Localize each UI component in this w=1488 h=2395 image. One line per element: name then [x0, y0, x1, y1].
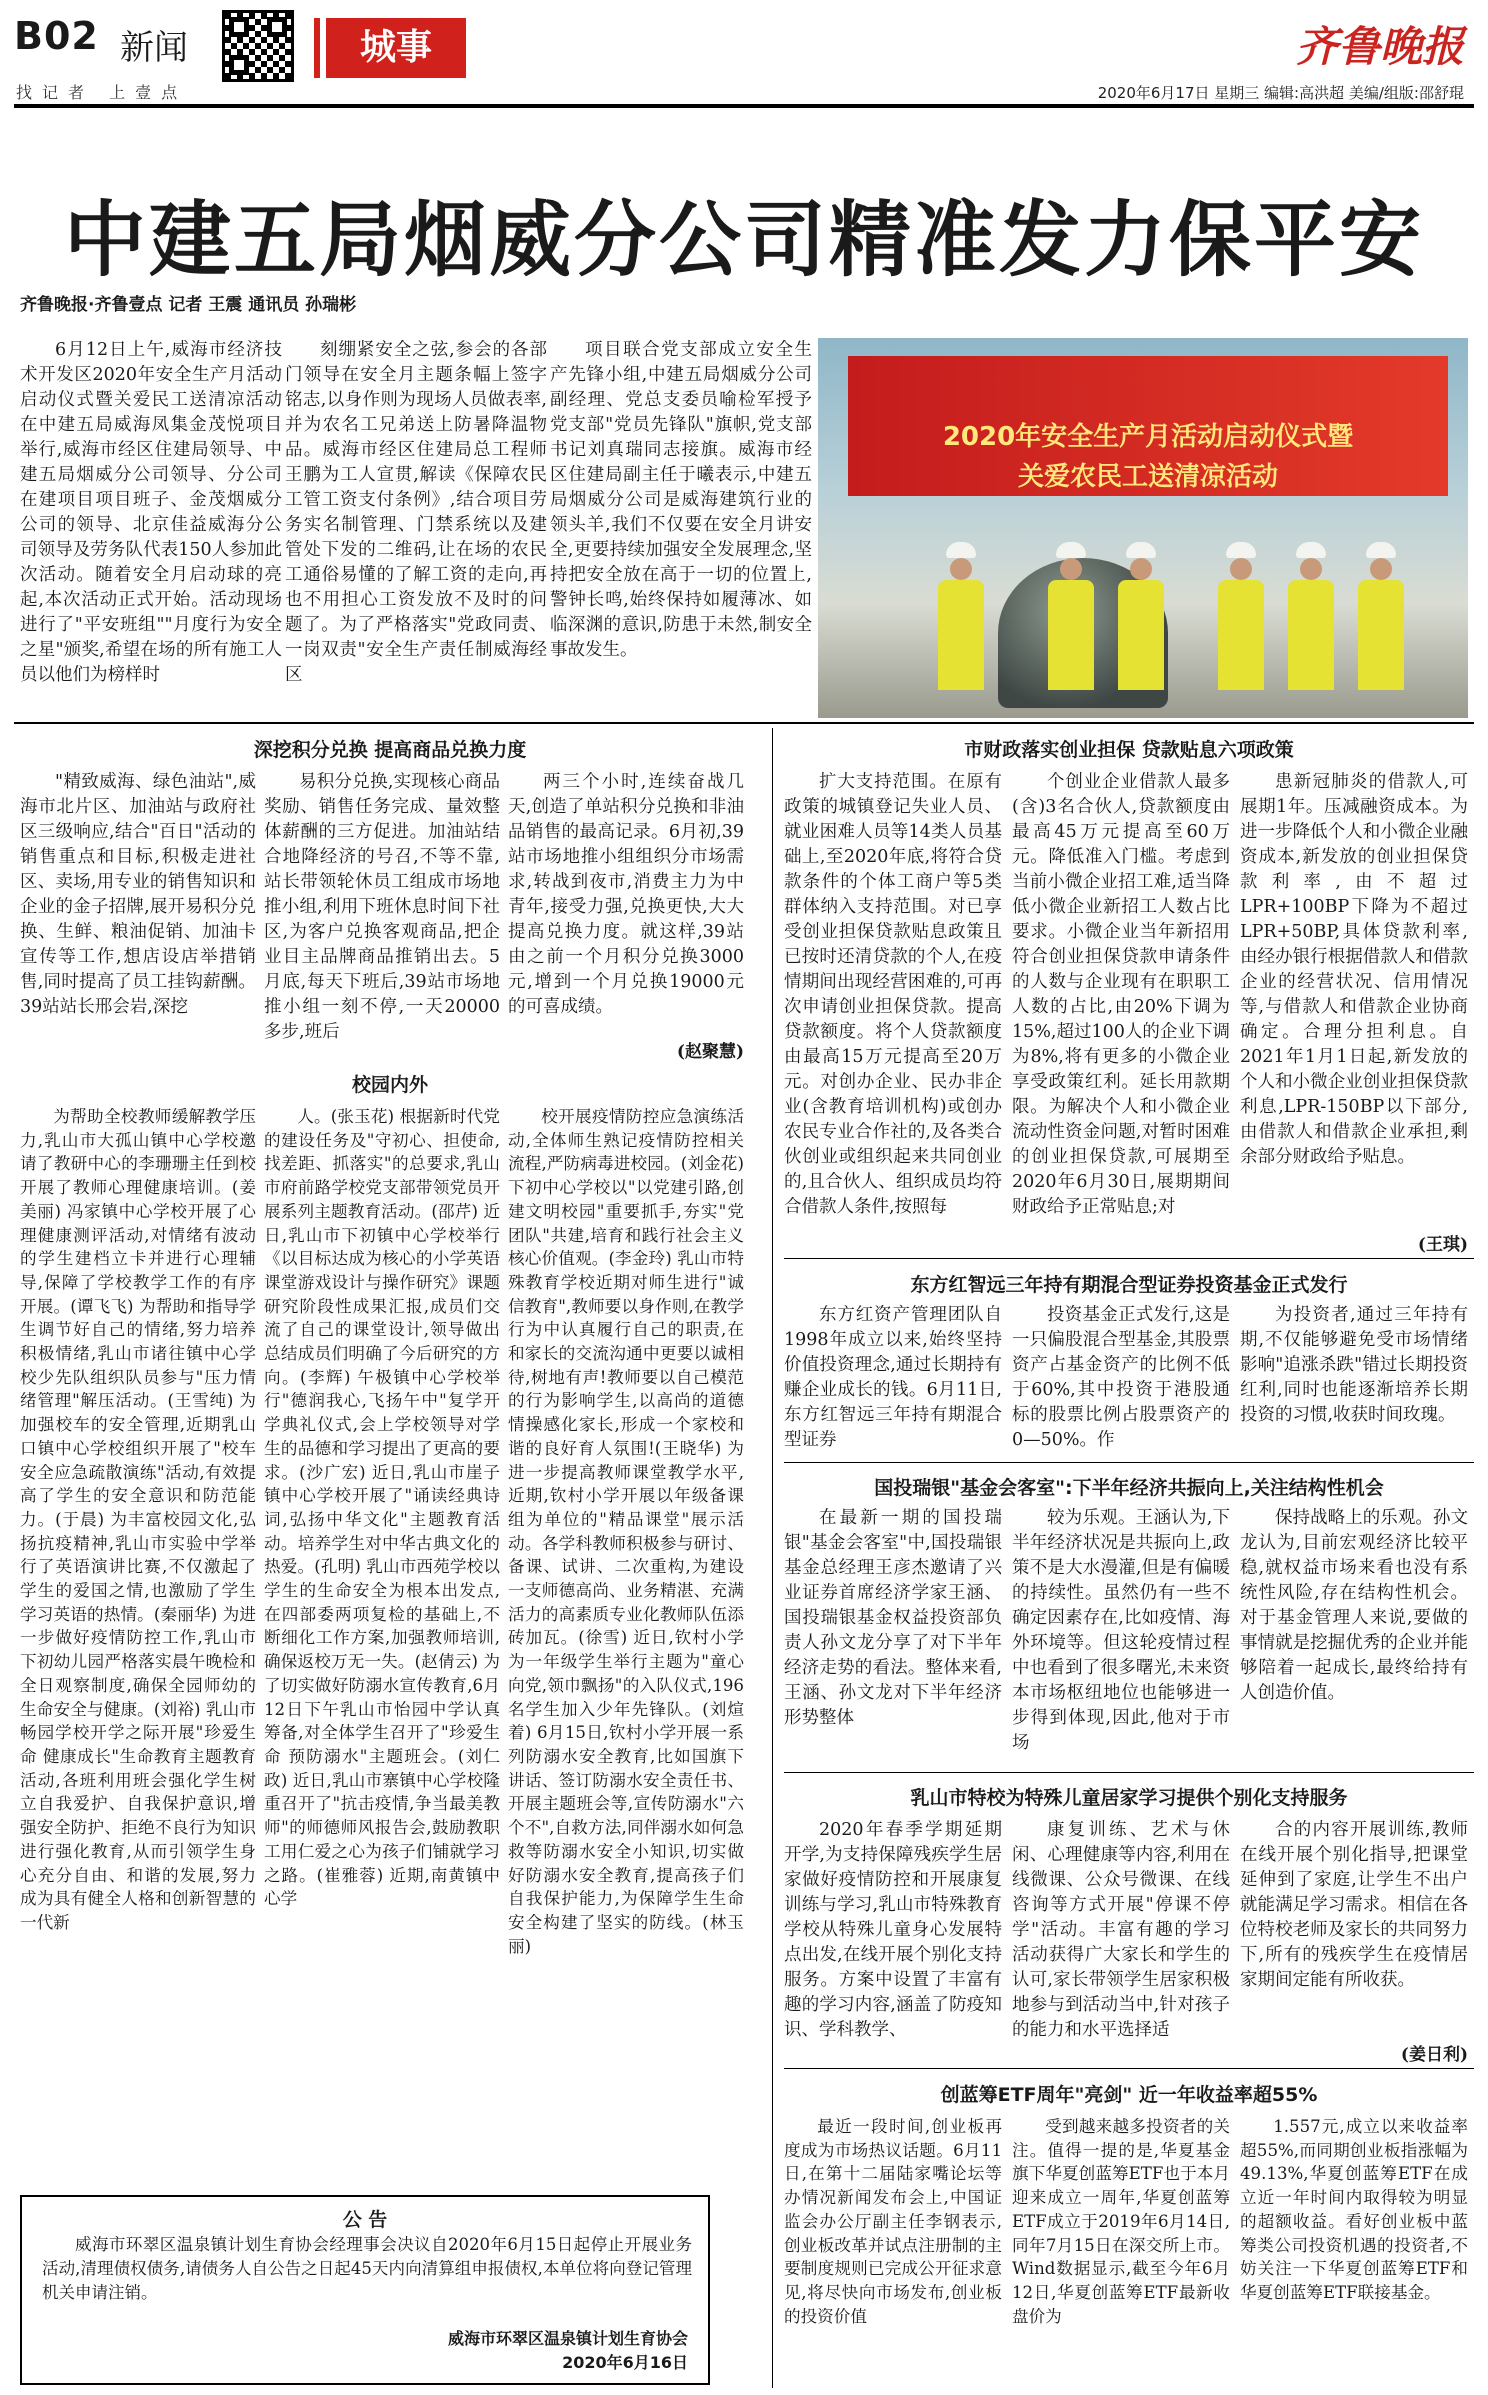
campus-column-1: 为帮助全校教师缓解教学压力,乳山市大孤山镇中心学校邀请了教研中心的李珊珊主任到校开展了教师心理健康培训。(姜美丽) 冯家镇中心学校开展了心理健康测评活动,对情绪有波动的学生建档立卡并进行心理辅导,保障了学校教学工作的有序开展。(谭飞飞) 为帮助和指导学生调节好自己的情绪,努力培养积极情绪,乳山市诸往镇中心学校少先队组织队员参与"压力情绪管理"解压活动。(王雪纯) 为加强校车的安全管理,近期乳山口镇中心学校组织开展了"校车安全应急疏散演练"活动,有效提高了学生的安全意识和防范能力。(于晨) 为丰富校园文化,弘扬抗疫精神,乳山市实验中学举行了英语演讲比赛,不仅激起了学生的爱国之情,也激励了学生学习英语的热情。(秦丽华) 为进一步做好疫情防控工作,乳山市下初幼儿园严格落实晨午晚检和全日观察制度,确保全园师幼的生命安全与健康。(刘裕) 乳山市畅园学校开学之际开展"珍爱生命 健康成长"生命教育主题教育活动,各班利用班会强化学生树立自我爱护、自我保护意识,增强安全防护、拒绝不良行为知识进行强化教育,从而引领学生身心充分自由、和谐的发展,努力成为具有健全人格和创新智慧的一代新: [20, 1107, 256, 1932]
section-divider: [784, 1772, 1474, 1773]
section-divider: [784, 2068, 1474, 2069]
campus-column-2: 人。(张玉花) 根据新时代党的建设任务及"守初心、担使命,找差距、抓落实"的总要求,乳山市府前路学校党支部带领党员开展系列主题教育活动。(邵芹) 近日,乳山市下初镇中心学校举行《以目标达成为核心的小学英语课堂游戏设计与操作研究》课题研究阶段性成果汇报,成员们交流了自己的课堂设计,领导做出总结成员们明确了今后研究的方向。(李辉) 午极镇中心学校举行"德润我心,飞扬午中"复学开学典礼仪式,会上学校领导对学生的品德和学习提出了更高的要求。(沙广宏) 近日,乳山市崖子镇中心学校开展了"诵读经典诗词,弘扬中华文化"主题教育活动。培养学生对中华古典文化的热爱。(孔明) 乳山市西苑学校以学生的生命安全为根本出发点,在四部委两项复检的基础上,不断细化工作方案,加强教师培训,确保返校万无一失。(赵倩云) 为了切实做好防溺水宣传教育,6月12日下午乳山市怡园中学认真筹备,对全体学生召开了"珍爱生命 预防溺水"主题班会。(刘仁政) 近日,乳山市寨镇中心学校隆重召开了"抗击疫情,争当最美教师"的师德师风报告会,鼓励教职工用仁爱之心为孩子们铺就学习之路。(崔雅蓉) 近期,南黄镇中心学: [264, 1107, 500, 1909]
byline: 齐鲁晚报·齐鲁壹点 记者 王震 通讯员 孙瑞彬: [20, 295, 357, 315]
fund1-column-1: 东方红资产管理团队自1998年成立以来,始终坚持价值投资理念,通过长期持有赚企业成长的钱。6月11日,东方红智远三年持有期混合型证券: [784, 1305, 1002, 1450]
worker-figure: [1358, 542, 1404, 690]
page-section: 新闻: [120, 28, 188, 68]
special-author: (姜日利): [1400, 2045, 1468, 2065]
special-column-3: 合的内容开展训练,教师在线开展个别化指导,把课堂延伸到了家庭,让学生不出户就能满足学习需求。相信在各位特校老师及家长的共同努力下,所有的残疾学生在疫情居家期间定能有所收获。: [1240, 1820, 1468, 1990]
points-column-1: "精致威海、绿色油站",威海市北片区、加油站与政府社区三级响应,结合"百日"活动的销售重点和目标,积极走进社区、卖场,用专业的销售知识和企业的金子招牌,展开易积分兑换、生鲜、粮油促销、加油卡宣传等工作,想店设店举措销售,同时提高了员工挂钩薪酬。39站站长邢会岩,深挖: [20, 772, 256, 1017]
worker-figure: [1288, 542, 1334, 690]
notice-title: 公 告: [342, 2209, 388, 2231]
points-author: (赵聚慧): [676, 1042, 744, 1062]
photo-banner-line-1: 2020年安全生产月活动启动仪式暨: [942, 422, 1354, 452]
etf-title: 创蓝筹ETF周年"亮剑" 近一年收益率超55%: [940, 2084, 1318, 2106]
fund2-column-1: 在最新一期的国投瑞银"基金会客室"中,国投瑞银基金总经理王彦杰邀请了兴业证券首席经济学家王涵、国投瑞银基金权益投资部负责人孙文龙分享了对下半年经济走势的看法。整体来看,王涵、孙文龙对下半年经济形势整体: [784, 1508, 1002, 1728]
etf-column-1: 最近一段时间,创业板再度成为市场热议话题。6月11日,在第十二届陆家嘴论坛等办情况新闻发布会上,中国证监会办公厅副主任李钢表示,创业板改革并试点注册制的主要制度规则已完成公开征求意见,将尽快向市场发布,创业板的投资价值: [784, 2117, 1002, 2326]
fund1-title: 东方红智远三年持有期混合型证券投资基金正式发行: [910, 1274, 1348, 1296]
special-school-title: 乳山市特校为特殊儿童居家学习提供个别化支持服务: [910, 1787, 1348, 1809]
date-editor-line: 2020年6月17日 星期三 编辑:高洪超 美编/组版:邵舒琨: [1097, 84, 1464, 102]
special-column-2: 康复训练、艺术与休闲、心理健康等内容,利用在线微课、公众号微课、在线咨询等方式开展"停课不停学"活动。丰富有趣的学习活动获得广大家长和学生的认可,家长带领学生居家积极地参与到活动当中,针对孩子的能力和水平选择适: [1012, 1820, 1230, 2040]
notice-org: 威海市环翠区温泉镇计划生育协会: [447, 2329, 688, 2348]
worker-figure: [1118, 542, 1164, 690]
special-column-1: 2020年春季学期延期开学,为支持保障残疾学生居家做好疫情防控和开展康复训练与学习,乳山市特殊教育学校从特殊儿童身心发展特点出发,在线开展个别化支持服务。方案中设置了丰富有趣的学习内容,涵盖了防疫知识、学科教学、: [784, 1820, 1002, 2040]
notice-date: 2020年6月16日: [562, 2353, 688, 2372]
column-divider: [772, 728, 773, 2388]
fund1-column-2: 投资基金正式发行,这是一只偏股混合型基金,其股票资产占基金资产的比例不低于60%,其中投资于港股通标的股票比例占股票资产的0—50%。作: [1012, 1305, 1230, 1450]
etf-column-3: 1.557元,成立以来收益率超55%,而同期创业板指涨幅为49.13%,华夏创蓝筹ETF在成立近一年时间内取得较为明显的超额收益。看好创业板中蓝筹类公司投资机遇的投资者,不妨关注一下华夏创蓝筹ETF和华夏创蓝筹ETF联接基金。: [1240, 2117, 1468, 2302]
photo-banner-line-2: 关爱农民工送清凉活动: [1017, 462, 1278, 492]
points-article-title: 深挖积分兑换 提高商品兑换力度: [253, 739, 527, 761]
newspaper-logo: 齐鲁晚报: [1295, 22, 1464, 71]
lead-column-3: 项目联合党支部成立安全生产先锋小组,中建五局烟威分公司副经理、党总支委员喻检军授予党支部"党员先锋队"旗帜,党支部书记刘真瑞同志接旗。威海市经区住建局副主任于曦表示,中建五局烟威分公司是威海建筑行业的领头羊,我们不仅要在安全月讲安全,更要持续加强安全发展理念,坚持把安全放在高于一切的位置上,警钟长鸣,始终保持如履薄冰、如临深渊的意识,防患于未然,制安全事故发生。: [550, 340, 812, 660]
qr-code-icon: [222, 10, 294, 82]
fund2-title: 国投瑞银"基金会客室":下半年经济共振向上,关注结构性机会: [874, 1477, 1384, 1499]
loan-article-title: 市财政落实创业担保 贷款贴息六项政策: [964, 739, 1294, 761]
fund2-column-2: 较为乐观。王涵认为,下半年经济状况是共振向上,政策不是大水漫灌,但是有偏暖的持续性。虽然仍有一些不确定因素存在,比如疫情、海外环境等。但这轮疫情过程中也看到了很多曙光,未来资本市场枢纽地位也能够进一步得到体现,因此,他对于市场: [1012, 1508, 1230, 1753]
notice-body: 威海市环翠区温泉镇计划生育协会经理事会决议自2020年6月15日起停止开展业务活动,清理债权债务,请债务人自公告之日起45天内向清算组申报债权,本单位将向登记管理机关申请注销。: [42, 2235, 692, 2302]
fund1-column-3: 为投资者,通过三年持有期,不仅能够避免受市场情绪影响"追涨杀跌"错过长期投资红利,同时也能逐渐培养长期投资的习惯,收获时间玫瑰。: [1240, 1305, 1468, 1425]
loan-column-1: 扩大支持范围。在原有政策的城镇登记失业人员、就业困难人员等14类人员基础上,至2020年底,将符合贷款条件的个体工商户等5类群体纳入支持范围。对已享受创业担保贷款贴息政策且已按时还清贷款的个人,在疫情期间出现经营困难的,可再次申请创业担保贷款。提高贷款额度。将个人贷款额度由最高15万元提高至20万元。对创办企业、民办非企业(含教育培训机构)或创办农民专业合作社的,及各类合伙创业或组织起来共同创业的,且合伙人、组织成员均符合借款人条件,按照每: [784, 772, 1002, 1217]
page-number: B02: [14, 14, 99, 58]
page-slogan: 找记者 上壹点: [16, 83, 188, 102]
page-title: 中建五局烟威分公司精准发力保平安: [63, 193, 1424, 288]
column-tag: 城事: [326, 18, 466, 78]
points-column-3: 两三个小时,连续奋战几天,创造了单站积分兑换和非油品销售的最高记录。6月初,39站市场地推小组组织分市场需求,转战到夜市,消费主力为中青年,接受力强,兑换更快,大大提高兑换力度。就这样,39站由之前一个月积分兑换3000元,增到一个月兑换19000元的可喜成绩。: [508, 772, 744, 1017]
header-rule: [14, 104, 1474, 108]
campus-column-3: 校开展疫情防控应急演练活动,全体师生熟记疫情防控相关流程,严防病毒进校园。(刘金花) 下初中心学校以"以党建引路,创建文明校园"重要抓手,夯实"党团队"共建,培育和践行社会主义核心价值观。(李金玲) 乳山市特殊教育学校近期对师生进行"诚信教育",教师要以身作则,在教学行为中认真履行自己的职责,在和家长的交流沟通中更要以诚相待,树地有声!教师要以自己模范的行为影响学生,以高尚的道德情操感化家长,形成一个家校和谐的良好育人氛围!(王晓华) 为进一步提高教师课堂教学水平,近期,钦村小学开展以年级备课组为单位的"精品课堂"展示活动。各学科教师积极参与研讨、备课、试讲、二次重构,为建设一支师德高尚、业务精湛、充满活力的高素质专业化教师队伍添砖加瓦。(徐雪) 近日,钦村小学为一年级学生举行主题为"童心向党,领巾飘扬"的入队仪式,196名学生加入少年先锋队。(刘煊着) 6月15日,钦村小学开展一系列防溺水安全教育,比如国旗下讲话、签订防溺水安全责任书、开展主题班会等,宣传防溺水"六个不",自救方法,同伴溺水如何急救等防溺水安全小知识,切实做好防溺水安全教育,提高孩子们自我保护能力,为保障学生生命安全构建了坚实的防线。(林玉丽): [508, 1107, 744, 1956]
section-divider: [14, 722, 1474, 724]
worker-figure: [1218, 542, 1264, 690]
public-notice: [20, 2195, 710, 2385]
points-column-2: 易积分兑换,实现核心商品奖励、销售任务完成、量效整体薪酬的三方促进。加油站结合地降经济的号召,不等不靠,站长带领轮休员工组成市场地推小组,利用下班休息时间下社区,为客户兑换客观商品,把企业目主品牌商品推销出去。5月底,每天下班后,39站市场地推小组一刻不停,一天20000多步,班后: [264, 772, 500, 1042]
etf-column-2: 受到越来越多投资者的关注。值得一提的是,华夏基金旗下华夏创蓝筹ETF也于本月迎来成立一周年,华夏创蓝筹ETF成立于2019年6月14日,同年7月15日在深交所上市。Wind数据显示,截至今年6月12日,华夏创蓝筹ETF最新收盘价为: [1012, 2117, 1230, 2326]
section-divider: [784, 1258, 1474, 1259]
photo-banner: [848, 356, 1448, 496]
fund2-column-3: 保持战略上的乐观。孙文龙认为,目前宏观经济比较平稳,就权益市场来看也没有系统性风险,存在结构性机会。对于基金管理人来说,要做的事情就是挖掘优秀的企业并能够陪着一起成长,最终给持有人创造价值。: [1240, 1508, 1468, 1703]
lead-column-2: 刻绷紧安全之弦,参会的各部门领导在安全月主题条幅上签字铭志,以身作则为现场人员做表率,并为农名工兄弟送上防暑降温物品。威海市经区住建局总工程师王鹏为工人宣贯,解读《保障农民工管工资支付条例》,结合项目劳务实名制管理、门禁系统以及建管处下发的二维码,让在场的农民工通俗易懂的了解工资的走向,再也不用担心工资发放不及时的问题了。为了严格落实"党政同责、一岗双责"安全生产责任制威海经区: [285, 340, 547, 685]
loan-author: (王琪): [1417, 1235, 1468, 1255]
lead-column-1: 6月12日上午,威海市经济技术开发区2020年安全生产月活动启动仪式暨关爱民工送清凉活动在中建五局威海凤集金茂悦项目举行,威海市经区住建局领导、中建五局烟威分公司领导、分公司在建项目项目班子、金茂烟威分公司的领导、北京佳益威海分公司领导及劳务队代表150人参加此次活动。随着安全月启动球的亮起,本次活动正式开始。活动现场进行了"平安班组""月度行为安全之星"颁奖,希望在场的所有施工人员以他们为榜样时: [20, 340, 282, 685]
notice-signature: [448, 2327, 688, 2375]
loan-column-3: 患新冠肺炎的借款人,可展期1年。压减融资成本。为进一步降低个人和小微企业融资成本,新发放的创业担保贷款利率,由不超过LPR+100BP下降为不超过LPR+50BP,具体贷款利率,由经办银行根据借款人和借款企业的经营状况、信用情况等,与借款人和借款企业协商确定。合理分担利息。自2021年1月1日起,新发放的个人和小微企业创业担保贷款利息,LPR-150BP以下部分,由借款人和借款企业承担,剩余部分财政给予贴息。: [1240, 772, 1468, 1167]
worker-figure: [1048, 542, 1094, 690]
campus-title: 校园内外: [351, 1074, 428, 1096]
loan-column-2: 个创业企业借款人最多(含)3名合伙人,贷款额度由最高45万元提高至60万元。降低准入门槛。考虑到当前小微企业招工难,适当降低小微企业新招工人数占比要求。小微企业当年新招用符合创业担保贷款申请条件的人数与企业现有在职职工人数的占比,由20%下调为15%,超过100人的企业下调为8%,将有更多的小微企业享受政策红利。延长用款期限。为解决个人和小微企业流动性资金问题,对暂时困难的创业担保贷款,可展期至2020年6月30日,展期期间财政给予正常贴息;对: [1012, 772, 1230, 1217]
section-divider: [784, 1462, 1474, 1463]
worker-figure: [938, 542, 984, 690]
event-photo: [818, 338, 1468, 718]
